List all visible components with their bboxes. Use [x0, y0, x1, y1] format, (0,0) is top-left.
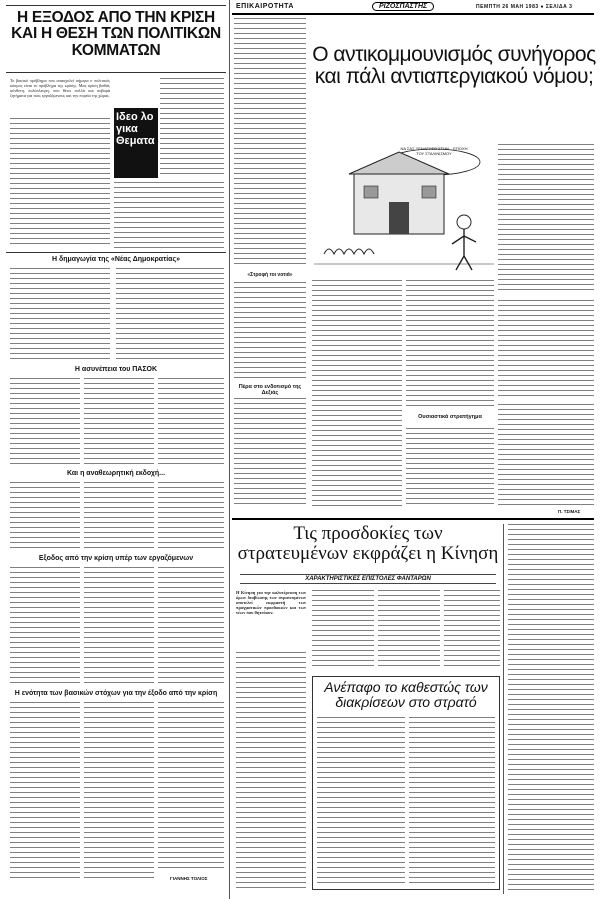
right-subhead-1: «Στροφή τοι νοτιά» [247, 272, 293, 278]
right-subhead-2: Πέρα στο ενδοτισμό της Δεξιάς [238, 384, 302, 396]
left-intro-body-2 [160, 78, 224, 178]
window-2 [422, 186, 436, 198]
left-intro-text: Το βασικό πρόβλημα που απασχολεί σήμερα ο πολιτικός κόσμος είναι το πρόβλημα της κρίσης. Μας κρίση βαθιά, σύνθετη, πολύπλευρη, που θέτει πολλά και σοβαρά ζητήματα για τους εργαζόμενους και την πορεία της χώρας. [10, 78, 110, 98]
mid-rule [232, 518, 594, 520]
bottom-lead: Η Κίνηση για την καλυτέρευση των όρων διαβίωσης των στρατευμένων αποτελεί εκφραστή των πραγματικών προσδοκιών και των νέων που θητεύουν. [236, 590, 306, 615]
bottom-subtitle: ΧΑΡΑΚΤΗΡΙΣΤΙΚΕΣ ΕΠΙΣΤΟΛΕΣ ΦΑΝΤΑΡΩΝ [240, 574, 496, 584]
box-article [312, 676, 500, 890]
box-headline: Ανέπαφο το καθεστώς των διακρίσεων στο στρατό [324, 679, 488, 710]
door [389, 202, 409, 234]
left-subhead-5: Η ενότητα των βασικών στόχων για την έξοδο από την κρίση [14, 690, 218, 697]
window-1 [364, 186, 378, 198]
cartoon [314, 144, 494, 272]
left-headline: Η ΕΞΟΔΟΣ ΑΠΟ ΤΗΝ ΚΡΙΣΗ ΚΑΙ Η ΘΕΣΗ ΤΩΝ ΠΟΛΙΤΙΚΩΝ ΚΟΜΜΑΤΩΝ [11, 9, 221, 59]
figure-head [457, 215, 471, 229]
left-author: ΓΙΑΝΝΗΣ ΤΟΛΙΟΣ [170, 876, 208, 881]
right-subhead-3: Ουσιαστικά στρατήγημα [418, 414, 482, 420]
left-subhead-2: Η ασυνέπεια του ΠΑΣΟΚ [74, 366, 158, 373]
section-label: ΕΠΙΚΑΙΡΟΤΗΤΑ [236, 3, 294, 10]
cartoon-caption: ΝΑ ΣΑΣ ΞΕΝΑΓΗΣΩ ΣΤΗΝ... ΕΠΟΧΗ ΤΟΥ ΣΤΑΛΙΝΙΣΜΟΥ [400, 146, 468, 156]
date-page: ΠΕΜΠΤΗ 26 ΜΑΗ 1983 ● ΣΕΛΙΔΑ 3 [476, 4, 573, 10]
left-intro-body-3 [114, 182, 224, 248]
right-headline: Ο αντικομμουνισμός συνήγορος και πάλι αντιαπεργιακού νόμου; [312, 43, 596, 89]
left-subhead-1: Η δημαγωγία της «Νέας Δημοκρατίας» [51, 256, 181, 263]
header-rule [232, 13, 594, 15]
left-subhead-3: Και η αναθεωρητική εκδοχή... [66, 470, 166, 477]
newspaper-name: ΡΙΖΟΣΠΑΣΤΗΣ [372, 2, 434, 11]
column-divider [229, 0, 230, 899]
bottom-headline: Τις προσδοκίες των στρατευμένων εκφράζει η Κίνηση [237, 523, 499, 564]
left-subhead-4: Εξοδος από την κρίση υπέρ των εργαζόμενων [38, 555, 194, 562]
right-author: Π. ΤΣΙΜΑΣ [558, 509, 581, 514]
left-intro-body [10, 118, 110, 248]
ideological-topics-logo: Ιδεο λο γικα Θεματα [114, 108, 158, 178]
